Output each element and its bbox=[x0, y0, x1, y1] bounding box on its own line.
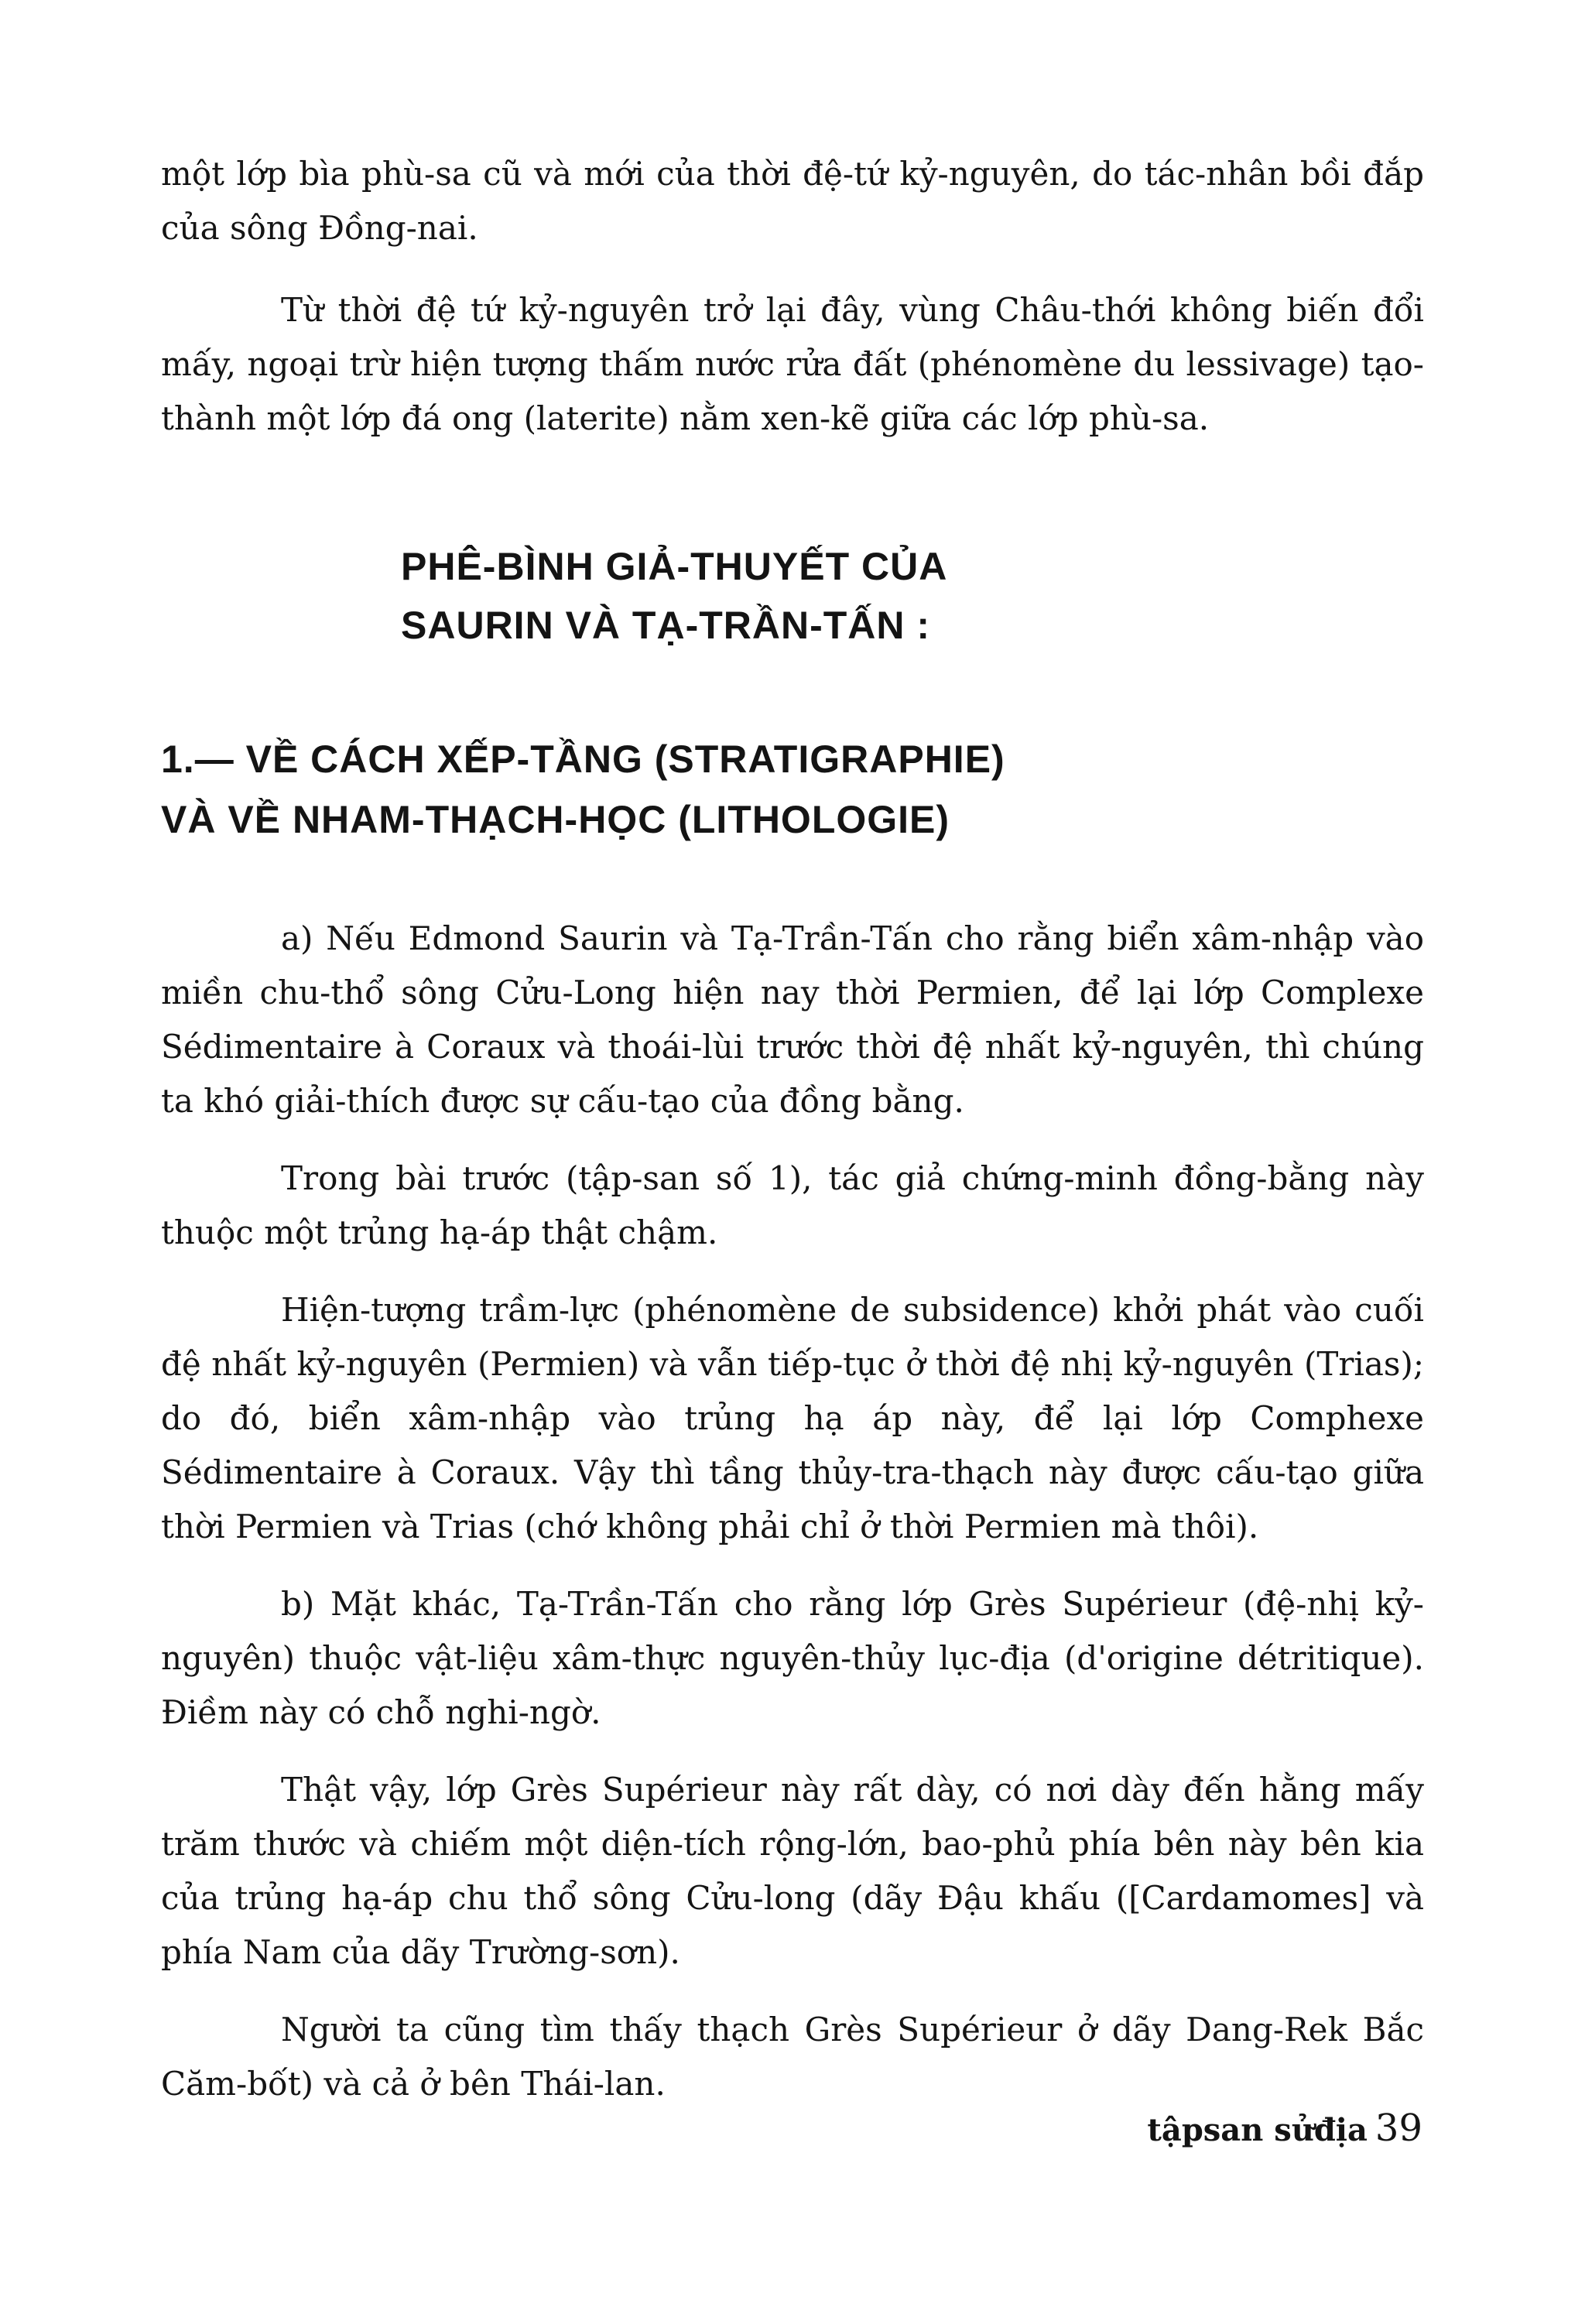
paragraph-subsidence: Hiện-tượng trầm-lực (phénomène de subsidence) khởi phát vào cuối đệ nhất kỷ-nguyên (Permien) và vẫn tiếp-tục ở thời đệ nhị kỷ-nguyên (Trias); do đó, biển xâm-nhập vào trủng hạ áp này, để lại lớp Comphexe Sédimentaire à Coraux. Vậy thì tầng thủy-tra-thạch này được cấu-tạo giữa thời Permien và Trias (chớ không phải chỉ ở thời Permien mà thôi). bbox=[161, 1291, 1424, 1545]
subheading-line-1: 1.— VỀ CÁCH XẾP-TẦNG (STRATIGRAPHIE) bbox=[161, 738, 1005, 781]
paragraph-a: a) Nếu Edmond Saurin và Tạ-Trần-Tấn cho rằng biển xâm-nhập vào miền chu-thổ sông Cửu-Long hiện nay thời Permien, để lại lớp Complexe Sédimentaire à Coraux và thoái-lùi trước thời đệ nhất kỷ-nguyên, thì chúng ta khó giải-thích được sự cấu-tạo của đồng bằng. bbox=[161, 919, 1424, 1120]
publication-name: tậpsan sửđịa bbox=[1147, 2112, 1368, 2148]
heading-line-2: SAURIN VÀ TẠ-TRẦN-TẤN : bbox=[401, 604, 931, 647]
paragraph-gres-superieur: Thật vậy, lớp Grès Supérieur này rất dày, có nơi dày đến hằng mấy trăm thước và chiếm một diện-tích rộng-lớn, bao-phủ phía bên này bên kia của trủng hạ-áp chu thổ sông Cửu-long (dãy Đậu khấu ([Cardamomes] và phía Nam của dãy Trường-sơn). bbox=[161, 1771, 1424, 1971]
subheading-line-2: VÀ VỀ NHAM-THẠCH-HỌC (LITHOLOGIE) bbox=[161, 798, 950, 841]
paragraph-b: b) Mặt khác, Tạ-Trần-Tấn cho rằng lớp Grès Supérieur (đệ-nhị kỷ-nguyên) thuộc vật-liệu xâm-thực nguyên-thủy lục-địa (d'origine détritique). Điềm này có chỗ nghi-ngờ. bbox=[161, 1585, 1424, 1731]
subsection-heading-stratigraphy bbox=[161, 729, 1424, 850]
paragraph-dang-rek: Người ta cũng tìm thấy thạch Grès Supérieur ở dãy Dang-Rek Bắc Căm-bốt) và cả ở bên Thái-lan. bbox=[161, 2011, 1424, 2103]
page-footer bbox=[1147, 2107, 1422, 2150]
heading-line-1: PHÊ-BÌNH GIẢ-THUYẾT CỦA bbox=[401, 545, 948, 588]
page-number: 39 bbox=[1374, 2107, 1422, 2150]
section-heading-critique bbox=[401, 537, 1424, 655]
page-content bbox=[161, 147, 1424, 2111]
paragraph-continuation: một lớp bìa phù-sa cũ và mới của thời đệ-tứ kỷ-nguyên, do tác-nhân bồi đắp của sông Đồng-nai. bbox=[161, 155, 1424, 247]
paragraph-previous-article: Trong bài trước (tập-san số 1), tác giả chứng-minh đồng-bằng này thuộc một trủng hạ-áp thật chậm. bbox=[161, 1159, 1424, 1251]
paragraph-quaternary: Từ thời đệ tứ kỷ-nguyên trở lại đây, vùng Châu-thới không biến đổi mấy, ngoại trừ hiện tượng thấm nước rửa đất (phénomène du lessivage) tạo-thành một lớp đá ong (laterite) nằm xen-kẽ giữa các lớp phù-sa. bbox=[161, 291, 1424, 437]
